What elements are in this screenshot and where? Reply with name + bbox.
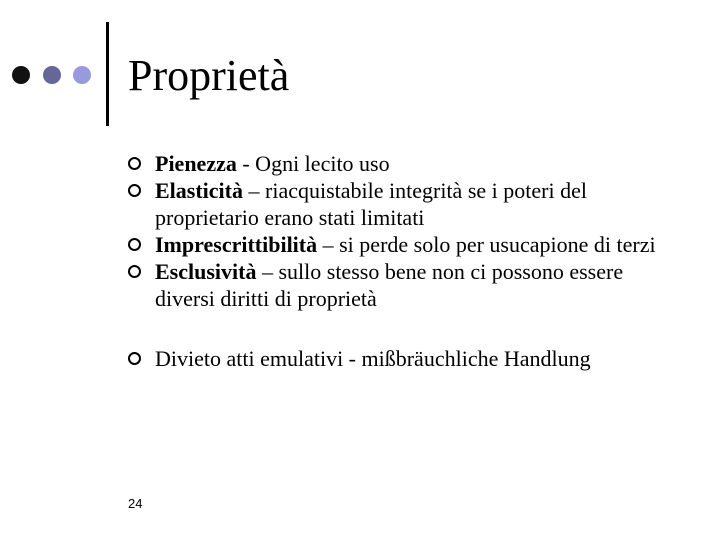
circle-bullet-icon — [128, 238, 141, 251]
title-vertical-rule — [106, 22, 109, 126]
circle-bullet-icon — [128, 157, 141, 170]
circle-bullet-icon — [128, 184, 141, 197]
bullet-item-divieto — [128, 345, 688, 372]
page-number: 24 — [128, 496, 143, 511]
bullet-term: Elasticità — [155, 178, 243, 203]
bullet-term: Esclusività — [155, 259, 257, 284]
circle-bullet-icon — [128, 352, 141, 365]
slide-title: Proprietà — [128, 51, 290, 100]
circle-bullet-icon — [128, 265, 141, 278]
bullet-text: Divieto atti emulativi - mißbräuchliche Handlung — [155, 346, 591, 371]
bullet-text: - Ogni lecito uso — [236, 151, 390, 176]
dot-dark — [12, 66, 30, 84]
bullet-item-esclusivita — [128, 258, 688, 312]
bullet-text: – si perde solo per usucapione di terzi — [317, 232, 656, 257]
bullet-text: – riacquistabile integrità se i poteri del proprietario erano stati limitati — [155, 178, 587, 230]
bullet-item-pienezza — [128, 150, 688, 177]
dot-medium — [43, 66, 61, 84]
bullet-list — [128, 150, 688, 372]
dot-light — [73, 66, 91, 84]
bullet-text: – sullo stesso bene non ci possono essere diversi diritti di proprietà — [155, 259, 624, 311]
bullet-item-elasticita — [128, 177, 688, 231]
bullet-term: Imprescrittibilità — [155, 232, 318, 257]
bullet-term: Pienezza — [155, 151, 237, 176]
bullet-item-imprescrittibilita — [128, 231, 688, 258]
